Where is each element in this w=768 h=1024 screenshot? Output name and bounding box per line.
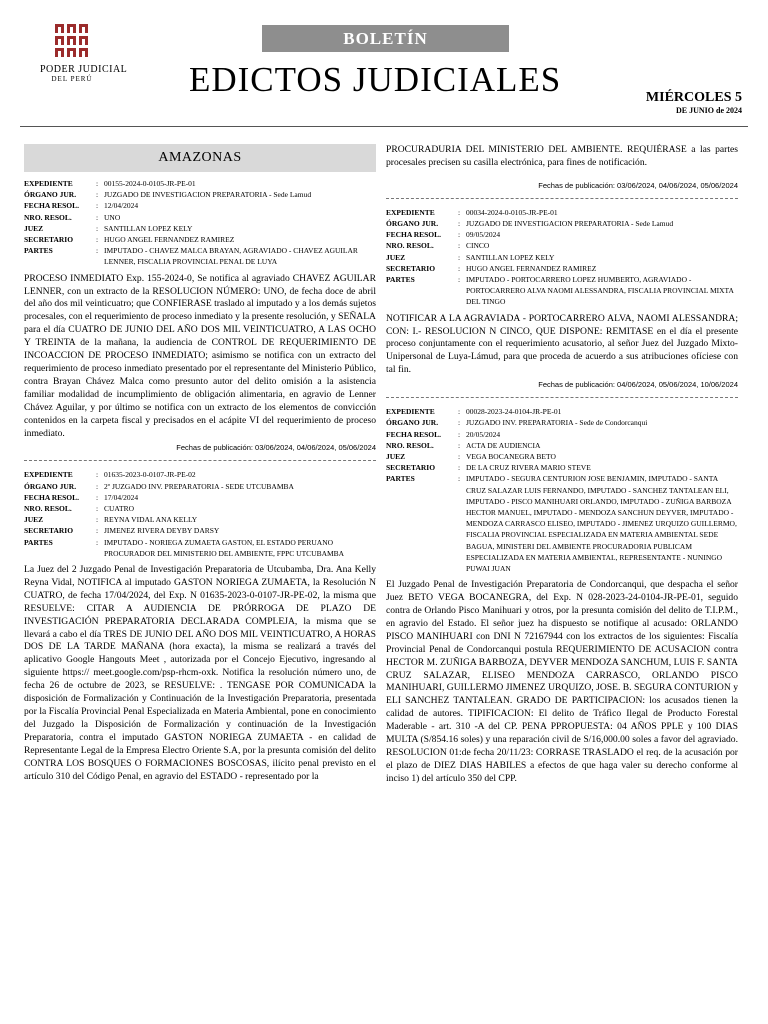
label-nro: NRO. RESOL. bbox=[386, 440, 434, 450]
label-nro: NRO. RESOL. bbox=[24, 212, 72, 222]
label-fecha: FECHA RESOL. bbox=[24, 201, 80, 211]
label-nro: NRO. RESOL. bbox=[386, 241, 434, 251]
publication-dates: Fechas de publicación: 03/06/2024, 04/06/2024, 05/06/2024 bbox=[176, 443, 376, 453]
label-secretario: SECRETARIO bbox=[24, 235, 74, 245]
organo-value: JUZGADO DE INVESTIGACION PREPARATORIA - Sede Lamud bbox=[104, 190, 312, 200]
issue-day: MIÉRCOLES 5 bbox=[645, 90, 742, 105]
logo-name: PODER JUDICIAL bbox=[40, 64, 128, 75]
label-partes: PARTES bbox=[386, 474, 415, 484]
label-organo: ÓRGANO JUR. bbox=[386, 418, 439, 428]
label-expediente: EXPEDIENTE bbox=[386, 207, 435, 217]
label-fecha: FECHA RESOL. bbox=[24, 492, 80, 502]
label-juez: JUEZ bbox=[386, 252, 406, 262]
issue-date: DE JUNIO de 2024 bbox=[675, 106, 742, 115]
fecha-value: 12/04/2024 bbox=[104, 201, 139, 211]
label-secretario: SECRETARIO bbox=[24, 526, 74, 536]
label-fecha: FECHA RESOL. bbox=[386, 230, 442, 240]
organo-value: JUZGADO DE INVESTIGACION PREPARATORIA - Sede Lamud bbox=[466, 219, 674, 229]
fecha-value: 17/04/2024 bbox=[104, 492, 139, 502]
nro-value: UNO bbox=[104, 212, 121, 222]
publication-dates: Fechas de publicación: 03/06/2024, 04/06/2024, 05/06/2024 bbox=[538, 180, 738, 190]
section-heading: AMAZONAS bbox=[24, 144, 376, 172]
juez-value: SANTILLAN LOPEZ KELY bbox=[104, 223, 193, 233]
edict-divider bbox=[386, 397, 738, 398]
nro-value: ACTA DE AUDIENCIA bbox=[466, 440, 541, 450]
label-secretario: SECRETARIO bbox=[386, 463, 436, 473]
edict-divider bbox=[24, 460, 376, 461]
label-juez: JUEZ bbox=[386, 451, 406, 461]
expediente-value: 00155-2024-0-0105-JR-PE-01 bbox=[104, 179, 196, 188]
right-column bbox=[386, 144, 738, 998]
label-partes: PARTES bbox=[386, 275, 415, 285]
partes-value: IMPUTADO - PORTOCARRERO LOPEZ HUMBERTO, AGRAVIADO - PORTOCARRERO ALVA NAOMI ALESSANDRA, FISCALIA PROVINCIAL MIXTA DEL TINGO bbox=[466, 275, 734, 307]
juez-value: REYNA VIDAL ANA KELLY bbox=[104, 515, 198, 525]
juez-value: SANTILLAN LOPEZ KELY bbox=[466, 252, 555, 262]
logo-emblem-icon bbox=[55, 24, 89, 58]
bulletin-banner: BOLETÍN bbox=[262, 25, 509, 52]
edict-body: NOTIFICAR A LA AGRAVIADA - PORTOCARRERO ALVA, NAOMI ALESSANDRA; CON: I.- RESOLUCION N CINCO, QUE DISPONE: REMITASE en el día el presente proceso conjuntamente con el requerimiento acusatorio, al señor Juez del Juzgado Mixto-Unipersonal de Luya-Lámud, para que proceda de acuerdo a sus atribuciones ofíciese con tal fin. bbox=[386, 312, 738, 376]
label-expediente: EXPEDIENTE bbox=[24, 470, 73, 480]
edict-divider bbox=[386, 198, 738, 199]
nro-value: CUATRO bbox=[104, 504, 135, 514]
label-fecha: FECHA RESOL. bbox=[386, 429, 442, 439]
edict-body-continuation: PROCURADURIA DEL MINISTERIO DEL AMBIENTE. REQUIÉRASE a las partes procesales precisen su casilla electrónica, para fines de notificación. bbox=[386, 144, 738, 168]
label-partes: PARTES bbox=[24, 246, 53, 256]
label-organo: ÓRGANO JUR. bbox=[386, 219, 439, 229]
fecha-value: 20/05/2024 bbox=[466, 429, 501, 439]
publication-dates: Fechas de publicación: 04/06/2024, 05/06/2024, 10/06/2024 bbox=[538, 380, 738, 390]
label-organo: ÓRGANO JUR. bbox=[24, 481, 77, 491]
page-title: EDICTOS JUDICIALES bbox=[189, 60, 562, 99]
poder-judicial-logo bbox=[40, 24, 128, 83]
organo-value: JUZGADO INV. PREPARATORIA - Sede de Condorcanqui bbox=[466, 418, 648, 428]
edict-body: La Juez del 2 Juzgado Penal de Investigación Preparatoria de Utcubamba, Dra. Ana Kelly Reyna Vidal, NOTIFICA al imputado GASTON NORIEGA ZUMAETA, la Resolución N CUATRO, de fecha 17/04/2024, del Exp. N 01635-2023-0-0107-JR-PE-02, la misma que RESUELVE: CITAR A AUDIENCIA DE PRÓRROGA DE PLAZO DE INVESTIGACIÓN PREPARATORIA DECLARADA COMPLEJA, la misma que se llevará a cabo el día TRES DE JUNIO DEL AÑO DOS MIL VEINTICUATRO, A HORAS DOS DE LA TARDE MAÑANA (hora exacta), la misma se realizará a través del aplicativo Google Hangouts Meet , autorizada por el Concejo Ejecutivo, ingresando al siguiente https:// meet.google.com/psp-rhcm-oxk. Notifica la resolución número uno, de fecha 26 de octubre de 2023, se RESUELVE: . TENGASE POR COMUNICADA la disposición de Formalización y Continuación de la Investigación Preparatoria, presentada por la Fiscalía Provincial Penal Especializada en Materia Ambiental, pone en conocimiento del Juzgado la Disposición de Formalización y continuación de la Investigación Preparatoria, contra el imputado GASTON NORIEGA ZUMAETA - en calidad de Representante Legal de la Empresa Electro Oriente S.A, por la presunta comisión del delito CONTRA LOS BOSQUES O FORMACIONES BOSCOSAS, ilícito penal previsto en el artículo 310 del Código Penal, en agravio del ESTADO - representado por la bbox=[24, 564, 376, 782]
fecha-value: 09/05/2024 bbox=[466, 230, 501, 240]
label-partes: PARTES bbox=[24, 537, 53, 547]
left-column bbox=[24, 144, 376, 998]
label-nro: NRO. RESOL. bbox=[24, 504, 72, 514]
label-expediente: EXPEDIENTE bbox=[24, 179, 73, 188]
label-secretario: SECRETARIO bbox=[386, 263, 436, 273]
edict-metadata: EXPEDIENTE : 01635-2023-0-0107-JR-PE-02 ÓRGANO JUR. : 2º JUZGADO INV. PREPARATORIA - SEDE UTCUBAMBA FECHA RESOL. : 17/04/2024 NRO. RESOL. : CUATRO JUEZ : REYNA VIDAL ANA KELLY SECRETARIO : JIMENEZ RIVERA DEYBY DARSY PARTES : IMPUTADO - NORIEGA ZUMAETA GASTON, EL ESTADO PERUANO PROCURADOR DEL MINISTERIO DEL AMBIENTE, FPPC UTCUBAMBA bbox=[24, 469, 376, 559]
label-organo: ÓRGANO JUR. bbox=[24, 190, 77, 200]
partes-value: IMPUTADO - CHAVEZ MALCA BRAYAN, AGRAVIADO - CHAVEZ AGUILAR LENNER, FISCALIA PROVINCIAL PENAL DE LUYA bbox=[104, 246, 358, 267]
secretario-value: HUGO ANGEL FERNANDEZ RAMIREZ bbox=[466, 263, 597, 273]
secretario-value: DE LA CRUZ RIVERA MARIO STEVE bbox=[466, 463, 591, 473]
edict-body: El Juzgado Penal de Investigación Preparatoria de Condorcanqui, que despacha el señor Juez BETO VEGA BOCANEGRA, del Exp. N 028-2023-24-0104-JR-PE-01, seguido contra de Orlando Pisco Manihuari y otros, por la presunta comisión del delito de T.I.P.M., en agravio del Estado. El señor juez ha dispuesto se notifique al acusado: ORLANDO PISCO MANIHUARI con DNI N 72167944 con los extractos de los siguientes: Fiscalía Provincial Penal de Condorcanqui postula REQUERIMIENTO DE ACUSACION contra HECTOR M. ZUÑIGA BARBOZA, DEYVER MENDOZA SANCHUM, LUIS F. SANTA CRUZ SALAZAR, ELISEO MENDOZA CARRASCO, ORLANDO PISCO MANIHUARI, GUILLERMO JIMENEZ URQUIZO, JOSE. B. SEGURA CONTURION y ELI SANCHEZ TANTALEAN. GRADO DE PARTICIPACION: los acusados tienen la calidad de autores. TIPIFICACION: El delito de Tráfico Ilegal de Producto Forestal Maderable - art. 310 -A del CP. PENA PPROPUESTA: 04 AÑOS PPLE y 100 DIAS MULTA (S/854.16 soles) y una reparación civil de S/16,000.00 soles a favor del agraviado. RESOLUCION 01:de fecha 20/11/23: CORRASE TRASLADO el req. de la acusación por el plazo de DIEZ DIAS HABILES a efectos de que haga valer su derecho conforme al inciso 1) del artículo 350 del CPP. bbox=[386, 579, 738, 784]
edict-metadata: EXPEDIENTE : 00034-2024-0-0105-JR-PE-01 ÓRGANO JUR. : JUZGADO DE INVESTIGACION PREPARATORIA - Sede Lamud FECHA RESOL. : 09/05/2024 NRO. RESOL. : CINCO JUEZ : SANTILLAN LOPEZ KELY SECRETARIO : HUGO ANGEL FERNANDEZ RAMIREZ PARTES : IMPUTADO - PORTOCARRERO LOPEZ HUMBERTO, AGRAVIADO - PORTOCARRERO ALVA NAOMI ALESSANDRA, FISCALIA PROVINCIAL MIXTA DEL TINGO bbox=[386, 207, 738, 308]
secretario-value: HUGO ANGEL FERNANDEZ RAMIREZ bbox=[104, 235, 235, 245]
edict-entry bbox=[24, 469, 376, 783]
edict-entry bbox=[386, 207, 738, 389]
edict-entry bbox=[386, 406, 738, 786]
edict-entry bbox=[24, 178, 376, 452]
juez-value: VEGA BOCANEGRA BETO bbox=[466, 451, 556, 461]
logo-subtitle: DEL PERÚ bbox=[51, 75, 93, 83]
header-divider bbox=[20, 126, 748, 127]
edict-metadata: EXPEDIENTE : 00028-2023-24-0104-JR-PE-01 ÓRGANO JUR. : JUZGADO INV. PREPARATORIA - Sede de Condorcanqui FECHA RESOL. : 20/05/2024 NRO. RESOL. : ACTA DE AUDIENCIA JUEZ : VEGA BOCANEGRA BETO SECRETARIO : DE LA CRUZ RIVERA MARIO STEVE PARTES : IMPUTADO - SEGURA CENTURION JOSE BENJAMIN, IMPUTADO - SANTA CRUZ SALAZAR LUIS FERNANDO, IMPUTADO - SANCHEZ TANTALEAN ELI, IMPUTADO - PISCO MANIHUARI ORLANDO, IMPUTADO - ZUÑIGA BARBOZA HECTOR MANUEL, IMPUTADO - MENDOZA SANCHUN DEYVER, IMPUTADO - MENDOZA CARRASCO ELISEO, IMPUTADO - JIMENEZ URQUIZO GUILLERMO, FISCALIA PROVINCIAL ESPECIALIZADA EN MATERIA AMBIENTAL SEDE BAGUA, MINISTERI DEL AMBIENTE PROCURADORIA PUBLICAM ESPECIALIZADA EN MATERIA AMBIENTAL, REPRESENTANTE - NUNINGO PUWAI JUAN bbox=[386, 407, 737, 574]
expediente-value: 01635-2023-0-0107-JR-PE-02 bbox=[104, 470, 196, 480]
label-juez: JUEZ bbox=[24, 223, 44, 233]
label-expediente: EXPEDIENTE bbox=[386, 407, 435, 417]
partes-value: IMPUTADO - SEGURA CENTURION JOSE BENJAMIN, IMPUTADO - SANTA CRUZ SALAZAR LUIS FERNANDO, IMPUTADO - SANCHEZ TANTALEAN ELI, IMPUTADO - PISCO MANIHUARI ORLANDO, IMPUTADO - ZUÑIGA BARBOZA HECTOR MANUEL, IMPUTADO - MENDOZA SANCHUN DEYVER, IMPUTADO - MENDOZA CARRASCO ELISEO, IMPUTADO - JIMENEZ URQUIZO GUILLERMO, FISCALIA PROVINCIAL ESPECIALIZADA EN MATERIA AMBIENTAL SEDE BAGUA, MINISTERI DEL AMBIENTE PROCURADORIA PUBLICAM ESPECIALIZADA EN MATERIA AMBIENTAL, REPRESENTANTE - NUNINGO PUWAI JUAN bbox=[466, 474, 737, 574]
organo-value: 2º JUZGADO INV. PREPARATORIA - SEDE UTCUBAMBA bbox=[104, 481, 294, 491]
edict-body: PROCESO INMEDIATO Exp. 155-2024-0, Se notifica al agraviado CHAVEZ AGUILAR LENNER, con un extracto de la RESOLUCION NÚMERO: UNO, de fecha doce de abril del año dos mil veinticuatro; que CONFIERASE traslado al imputado y a los demás sujetos procesales, con el requerimiento de proceso inmediato y la presente resolución, y SEÑALA para el día CUATRO DE JUNIO DEL AÑO DOS MIL VEINTICUATRO, A LAS OCHO Y TREINTA de la mañana, la audiencia de CONTROL DE REQUERIMIENTO DE INCOACCION DE PROCESO INMEDIATO; asimismo se notifica con un extracto del requerimiento de proceso inmediato presentado por el representante del Ministerio Público, contra Brayan Chávez Malca como presunto autor del delito omisión a la asistencia familiar modalidad de incumplimiento de obligación alimentaria, en agravio de Lenner Chávez Aguilar, y por último se notifica con un extracto de los elementos de convicción contenidos en la carpeta fiscal y precisados en el acápite VI del requerimiento de proceso inmediato. bbox=[24, 272, 376, 439]
nro-value: CINCO bbox=[466, 241, 490, 251]
label-juez: JUEZ bbox=[24, 515, 44, 525]
edict-metadata: EXPEDIENTE : 00155-2024-0-0105-JR-PE-01 ÓRGANO JUR. : JUZGADO DE INVESTIGACION PREPARATORIA - Sede Lamud FECHA RESOL. : 12/04/2024 NRO. RESOL. : UNO JUEZ : SANTILLAN LOPEZ KELY SECRETARIO : HUGO ANGEL FERNANDEZ RAMIREZ PARTES : IMPUTADO - CHAVEZ MALCA BRAYAN, AGRAVIADO - CHAVEZ AGUILAR LENNER, FISCALIA PROVINCIAL PENAL DE LUYA bbox=[24, 178, 376, 268]
expediente-value: 00028-2023-24-0104-JR-PE-01 bbox=[466, 407, 562, 417]
partes-value: IMPUTADO - NORIEGA ZUMAETA GASTON, EL ESTADO PERUANO PROCURADOR DEL MINISTERIO DEL AMBIENTE, FPPC UTCUBAMBA bbox=[104, 537, 345, 558]
expediente-value: 00034-2024-0-0105-JR-PE-01 bbox=[466, 207, 558, 217]
secretario-value: JIMENEZ RIVERA DEYBY DARSY bbox=[104, 526, 220, 536]
